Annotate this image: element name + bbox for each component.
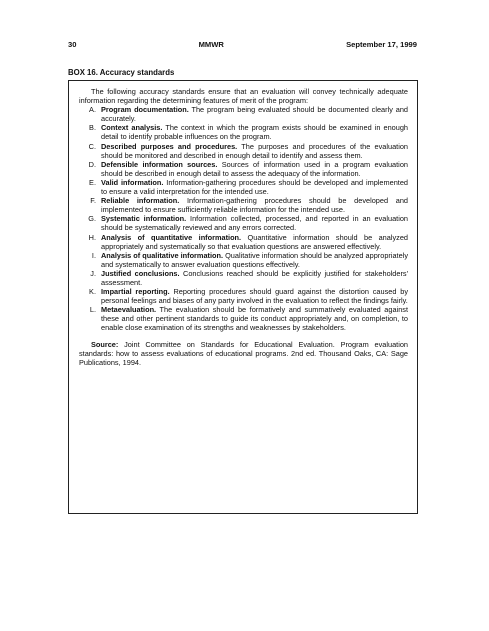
standard-text: Information collected, processed, and reported in an evaluation should be systematically reviewed and any errors corrected. bbox=[101, 214, 409, 233]
journal-name: MMWR bbox=[198, 40, 224, 49]
standard-letter: L. bbox=[89, 305, 96, 315]
standard-description bbox=[101, 287, 408, 305]
standard-description bbox=[101, 269, 408, 287]
accuracy-standards-box bbox=[68, 80, 418, 514]
standard-text: Conclusions reached should be explicitly justified for stakeholders' assessment. bbox=[101, 268, 408, 287]
standard-description bbox=[101, 105, 408, 123]
standard-term: Justified conclusions. bbox=[101, 268, 180, 278]
box-intro: The following accuracy standards ensure that an evaluation will convey technically adequate information regarding the determining features of merit of the program: bbox=[79, 87, 408, 106]
standard-text: Quantitative information should be analyzed appropriately and systematically so that evaluation questions are answered effectively. bbox=[101, 232, 408, 251]
standard-item bbox=[79, 178, 408, 196]
standard-letter: B. bbox=[89, 123, 96, 133]
standard-description bbox=[101, 305, 408, 332]
standard-description bbox=[101, 251, 408, 269]
standard-text: Qualitative information should be analyzed appropriately and systematically to answer evaluation questions effectively. bbox=[101, 250, 408, 269]
standard-letter: E. bbox=[89, 177, 96, 187]
standard-text: Sources of information used in a program evaluation should be described in enough detail to assess the adequacy of the information. bbox=[101, 159, 408, 178]
standard-item bbox=[79, 287, 408, 305]
standard-term: Context analysis. bbox=[101, 123, 163, 133]
box-title: BOX 16. Accuracy standards bbox=[68, 68, 175, 77]
standard-letter: K. bbox=[89, 287, 96, 297]
standard-letter: C. bbox=[88, 141, 96, 151]
standard-term: Analysis of qualitative information. bbox=[101, 250, 224, 260]
standard-item bbox=[79, 196, 408, 214]
standard-term: Reliable information. bbox=[101, 196, 180, 206]
standard-item bbox=[79, 251, 408, 269]
standard-description bbox=[101, 214, 408, 232]
issue-date: September 17, 1999 bbox=[346, 40, 417, 49]
standard-item bbox=[79, 160, 408, 178]
standard-term: Systematic information. bbox=[101, 214, 187, 224]
standard-item bbox=[79, 123, 408, 141]
standard-letter: A. bbox=[89, 105, 96, 115]
standard-text: The program being evaluated should be documented clearly and accurately. bbox=[101, 105, 408, 124]
running-header bbox=[68, 40, 417, 49]
standard-item bbox=[79, 269, 408, 287]
standard-text: Reporting procedures should guard against the distortion caused by personal feelings and biases of any party involved in the evaluation to reflect the findings fairly. bbox=[101, 287, 409, 306]
standard-description bbox=[101, 233, 408, 251]
standard-description bbox=[101, 123, 408, 141]
standard-description bbox=[101, 178, 408, 196]
standard-item bbox=[79, 142, 408, 160]
standard-letter: I. bbox=[91, 250, 96, 260]
standard-letter: J. bbox=[90, 268, 96, 278]
standard-term: Valid information. bbox=[101, 177, 164, 187]
standard-text: The evaluation should be formatively and summatively evaluated against these and other pertinent standards to guide its conduct appropriately and, on completion, to enable close examination of its strengths and weaknesses by stakeholders. bbox=[101, 305, 408, 333]
standard-text: The purposes and procedures of the evaluation should be monitored and described in enough detail to identify and assess them. bbox=[101, 141, 408, 160]
standard-description bbox=[101, 196, 408, 214]
standard-term: Defensible information sources. bbox=[101, 159, 218, 169]
standard-term: Metaevaluation. bbox=[101, 305, 157, 315]
standard-term: Impartial reporting. bbox=[101, 287, 170, 297]
source-label: Source: bbox=[91, 339, 119, 349]
source-text: Joint Committee on Standards for Educational Evaluation. Program evaluation standards: how to assess evaluations of educational programs. 2nd ed. Thousand Oaks, CA: Sage Publications, 1994. bbox=[79, 339, 408, 367]
standard-letter: G. bbox=[88, 214, 96, 224]
standard-term: Program documentation. bbox=[101, 105, 189, 115]
standard-text: Information-gathering procedures should be developed and implemented to ensure a valid interpretation for the intended use. bbox=[101, 177, 408, 197]
standard-description bbox=[101, 160, 408, 178]
standard-text: The context in which the program exists should be examined in enough detail to identify probable influences on the program. bbox=[101, 123, 408, 142]
standard-text: Information-gathering procedures should be developed and implemented to ensure sufficiently reliable information for the intended use. bbox=[101, 196, 408, 215]
standard-letter: D. bbox=[88, 159, 96, 169]
standard-item bbox=[79, 233, 408, 251]
standard-description bbox=[101, 142, 408, 160]
standard-item bbox=[79, 214, 408, 232]
standard-letter: F. bbox=[90, 196, 96, 206]
standard-item bbox=[79, 305, 408, 332]
standard-item bbox=[79, 105, 408, 123]
standard-term: Described purposes and procedures. bbox=[101, 141, 238, 151]
standard-term: Analysis of quantitative information. bbox=[101, 232, 242, 242]
standards-list bbox=[79, 105, 408, 332]
standard-letter: H. bbox=[88, 232, 96, 242]
source-citation bbox=[79, 340, 408, 367]
page-number: 30 bbox=[68, 40, 77, 49]
